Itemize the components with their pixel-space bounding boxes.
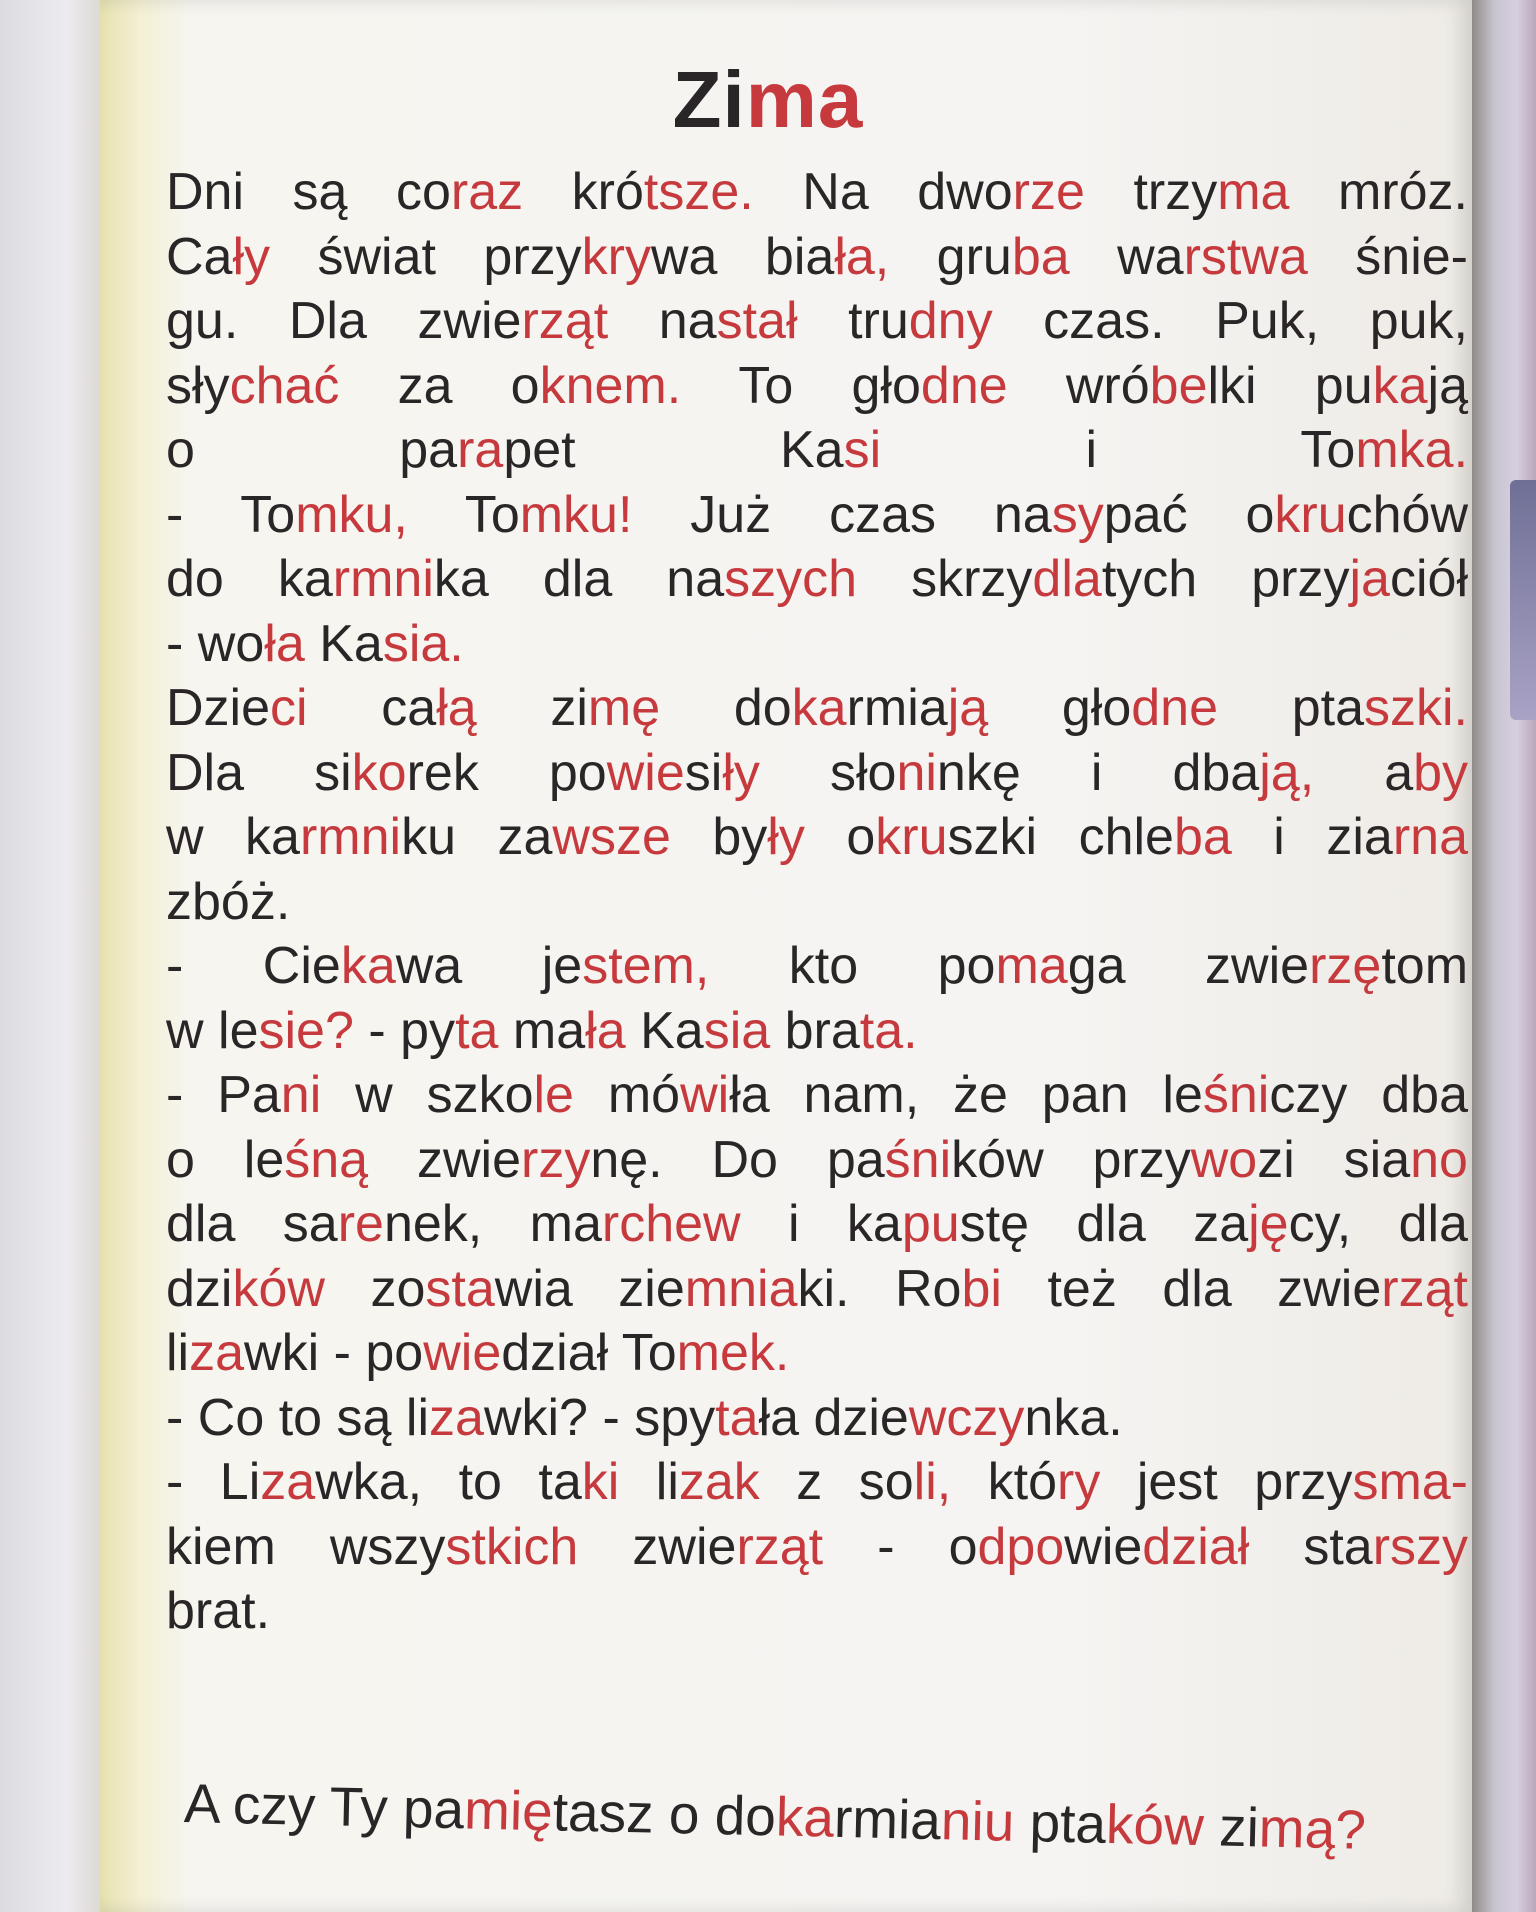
story-line: zbóż. bbox=[166, 872, 291, 931]
story-line: gu. Dla zwierząt nastał trudny czas. Puk, puk, bbox=[166, 292, 1469, 350]
story-line: - Lizawka, to taki lizak z soli, który jest przysma- bbox=[166, 1453, 1468, 1511]
story-line: w karmniku zawsze były okruszki chleba i ziarna bbox=[166, 808, 1468, 866]
story-line: o parapet Kasi i Tomka. bbox=[166, 421, 1469, 479]
story-line: - woła Kasia. bbox=[166, 614, 464, 673]
story-line: Dni są coraz krótsze. Na dworze trzyma mróz. bbox=[166, 163, 1468, 221]
story-line: brat. bbox=[166, 1582, 271, 1640]
story-line: słychać za oknem. To głodne wróbelki pukają bbox=[166, 356, 1469, 415]
page-edge-stripe bbox=[1510, 480, 1536, 720]
story-line: Cały świat przykrywa biała, gruba warstwa śnie- bbox=[166, 227, 1468, 286]
story-line: dla sarenek, marchew i kapustę dla zajęcy, dla bbox=[166, 1195, 1468, 1253]
story-line: - Pani w szkole mówiła nam, że pan leśniczy dba bbox=[166, 1066, 1468, 1124]
page-title: Zima bbox=[672, 54, 864, 144]
story-line: o leśną zwierzynę. Do paśników przywozi siano bbox=[166, 1130, 1468, 1189]
story-line: do karmnika dla naszych skrzydlatych przyjaciół bbox=[166, 550, 1468, 608]
previous-page-edge bbox=[0, 0, 110, 1912]
story-line: Dla sikorek powiesiły słoninkę i dbają, aby bbox=[166, 743, 1469, 802]
story-line: w lesie? - pyta mała Kasia brata. bbox=[166, 1001, 918, 1060]
story-line: kiem wszystkich zwierząt - odpowiedział starszy bbox=[166, 1517, 1469, 1576]
story-line: - Co to są lizawki? - spytała dziewczynka. bbox=[166, 1388, 1123, 1447]
closing-question: A czy Ty pamiętasz o dokarmianiu ptaków zimą? bbox=[183, 1772, 1367, 1861]
story-line: - Ciekawa jestem, kto pomaga zwierzętom bbox=[166, 937, 1469, 995]
next-page-edge bbox=[1472, 0, 1536, 1912]
story-line: Dzieci całą zimę dokarmiają głodne ptaszki. bbox=[166, 679, 1468, 737]
story-text bbox=[166, 160, 1468, 1644]
story-line: - Tomku, Tomku! Już czas nasypać okruchów bbox=[166, 485, 1469, 544]
story-line: lizawki - powiedział Tomek. bbox=[166, 1324, 790, 1382]
story-line: dzików zostawia ziemniaki. Robi też dla zwierząt bbox=[166, 1259, 1468, 1318]
